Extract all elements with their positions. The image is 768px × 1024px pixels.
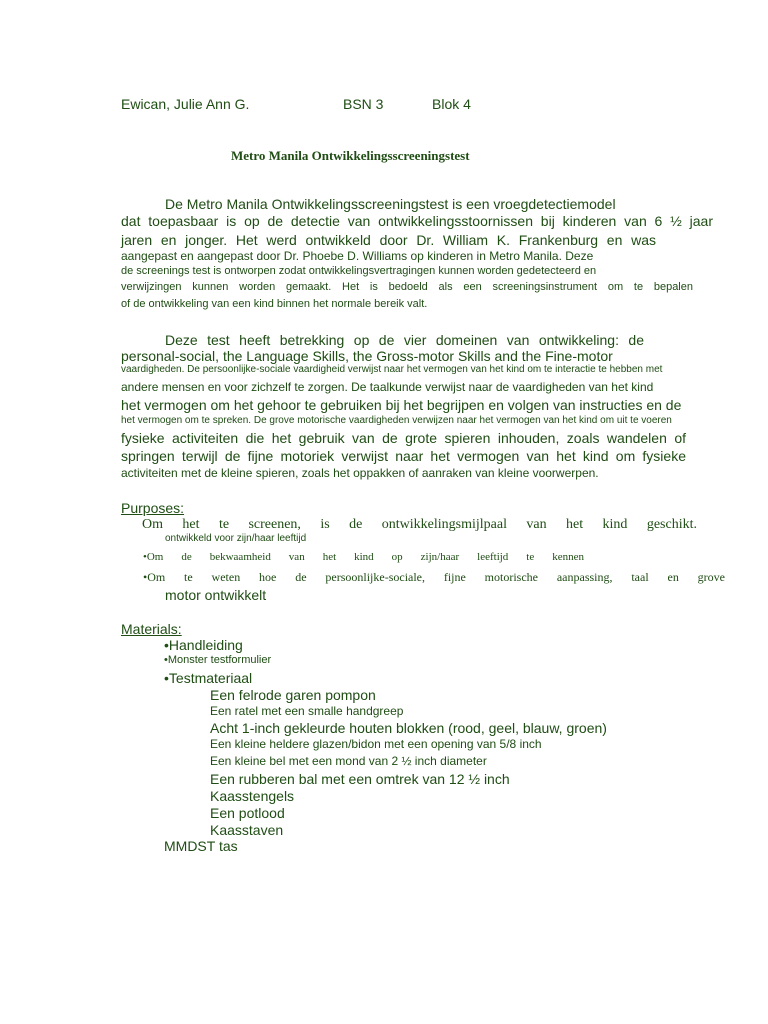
paragraph-line: vaardigheden. De persoonlijke-sociale vaardigheid verwijst naar het vermogen van het kind om te interactie te hebben met <box>121 364 663 375</box>
document-header <box>0 96 768 114</box>
paragraph-line: aangepast en aangepast door Dr. Phoebe D. Williams op kinderen in Metro Manila. Deze <box>121 249 594 263</box>
paragraph-line: verwijzingen kunnen worden gemaakt. Het is bedoeld als een screeningsinstrument om te bepalen <box>121 281 693 293</box>
materials-heading: Materials: <box>121 621 182 637</box>
test-material-item: Kaasstengels <box>210 788 295 804</box>
purpose-item-continuation: motor ontwikkelt <box>165 587 267 603</box>
test-material-item: Een felrode garen pompon <box>210 687 376 703</box>
test-material-item: Een potlood <box>210 805 285 821</box>
material-item: •Monster testformulier <box>164 654 272 666</box>
paragraph-line: het vermogen om het gehoor te gebruiken bij het begrijpen en volgen van instructies en de <box>121 397 682 413</box>
course-label: BSN 3 <box>343 96 384 112</box>
purpose-item: •Om te weten hoe de persoonlijke-sociale, fijne motorische aanpassing, taal en grove <box>143 570 725 584</box>
test-material-item: Een rubberen bal met een omtrek van 12 ½ inch <box>210 771 510 787</box>
material-item: •Handleiding <box>164 637 243 653</box>
paragraph-line: Deze test heeft betrekking op de vier domeinen van ontwikkeling: de <box>165 332 644 348</box>
test-material-item: Een kleine heldere glazen/bidon met een opening van 5/8 inch <box>210 737 542 751</box>
paragraph-line: of de ontwikkeling van een kind binnen het normale bereik valt. <box>121 298 428 310</box>
material-item: MMDST tas <box>164 838 238 854</box>
purpose-item: •Om de bekwaamheid van het kind op zijn/haar leeftijd te kennen <box>143 551 584 563</box>
student-name: Ewican, Julie Ann G. <box>121 96 250 112</box>
test-material-item: Een kleine bel met een mond van 2 ½ inch diameter <box>210 754 487 768</box>
purpose-item: Om het te screenen, is de ontwikkelingsmijlpaal van het kind geschikt. <box>142 517 697 532</box>
paragraph-line: springen terwijl de fijne motoriek verwijst naar het vermogen van het kind om fysieke <box>121 448 686 464</box>
paragraph-line: andere mensen en voor zichzelf te zorgen. De taalkunde verwijst naar de vaardigheden van het kind <box>121 380 654 394</box>
paragraph-line: het vermogen om te spreken. De grove motorische vaardigheden verwijzen naar het vermogen van het kind om uit te voeren <box>121 415 672 426</box>
purposes-heading: Purposes: <box>121 500 185 516</box>
paragraph-line: activiteiten met de kleine spieren, zoals het oppakken of aanraken van kleine voorwerpen. <box>121 466 599 480</box>
paragraph-line: dat toepasbaar is op de detectie van ontwikkelingsstoornissen bij kinderen van 6 ½ jaar <box>121 213 713 229</box>
purpose-item-continuation: ontwikkeld voor zijn/haar leeftijd <box>165 533 307 544</box>
test-material-item: Een ratel met een smalle handgreep <box>210 704 404 718</box>
paragraph-line: fysieke activiteiten die het gebruik van de grote spieren inhouden, zoals wandelen of <box>121 430 686 446</box>
block-label: Blok 4 <box>432 96 471 112</box>
paragraph-line: De Metro Manila Ontwikkelingsscreeningstest is een vroegdetectiemodel <box>165 196 616 212</box>
material-item: •Testmateriaal <box>164 670 253 686</box>
test-material-item: Acht 1-inch gekleurde houten blokken (rood, geel, blauw, groen) <box>210 720 607 736</box>
paragraph-line: de screenings test is ontworpen zodat ontwikkelingsvertragingen kunnen worden gedetecteerd en <box>121 265 597 277</box>
document-title: Metro Manila Ontwikkelingsscreeningstest <box>231 148 470 163</box>
paragraph-line: personal-social, the Language Skills, the Gross-motor Skills and the Fine-motor <box>121 348 613 364</box>
test-material-item: Kaasstaven <box>210 822 284 838</box>
paragraph-line: jaren en jonger. Het werd ontwikkeld door Dr. William K. Frankenburg en was <box>121 232 656 248</box>
